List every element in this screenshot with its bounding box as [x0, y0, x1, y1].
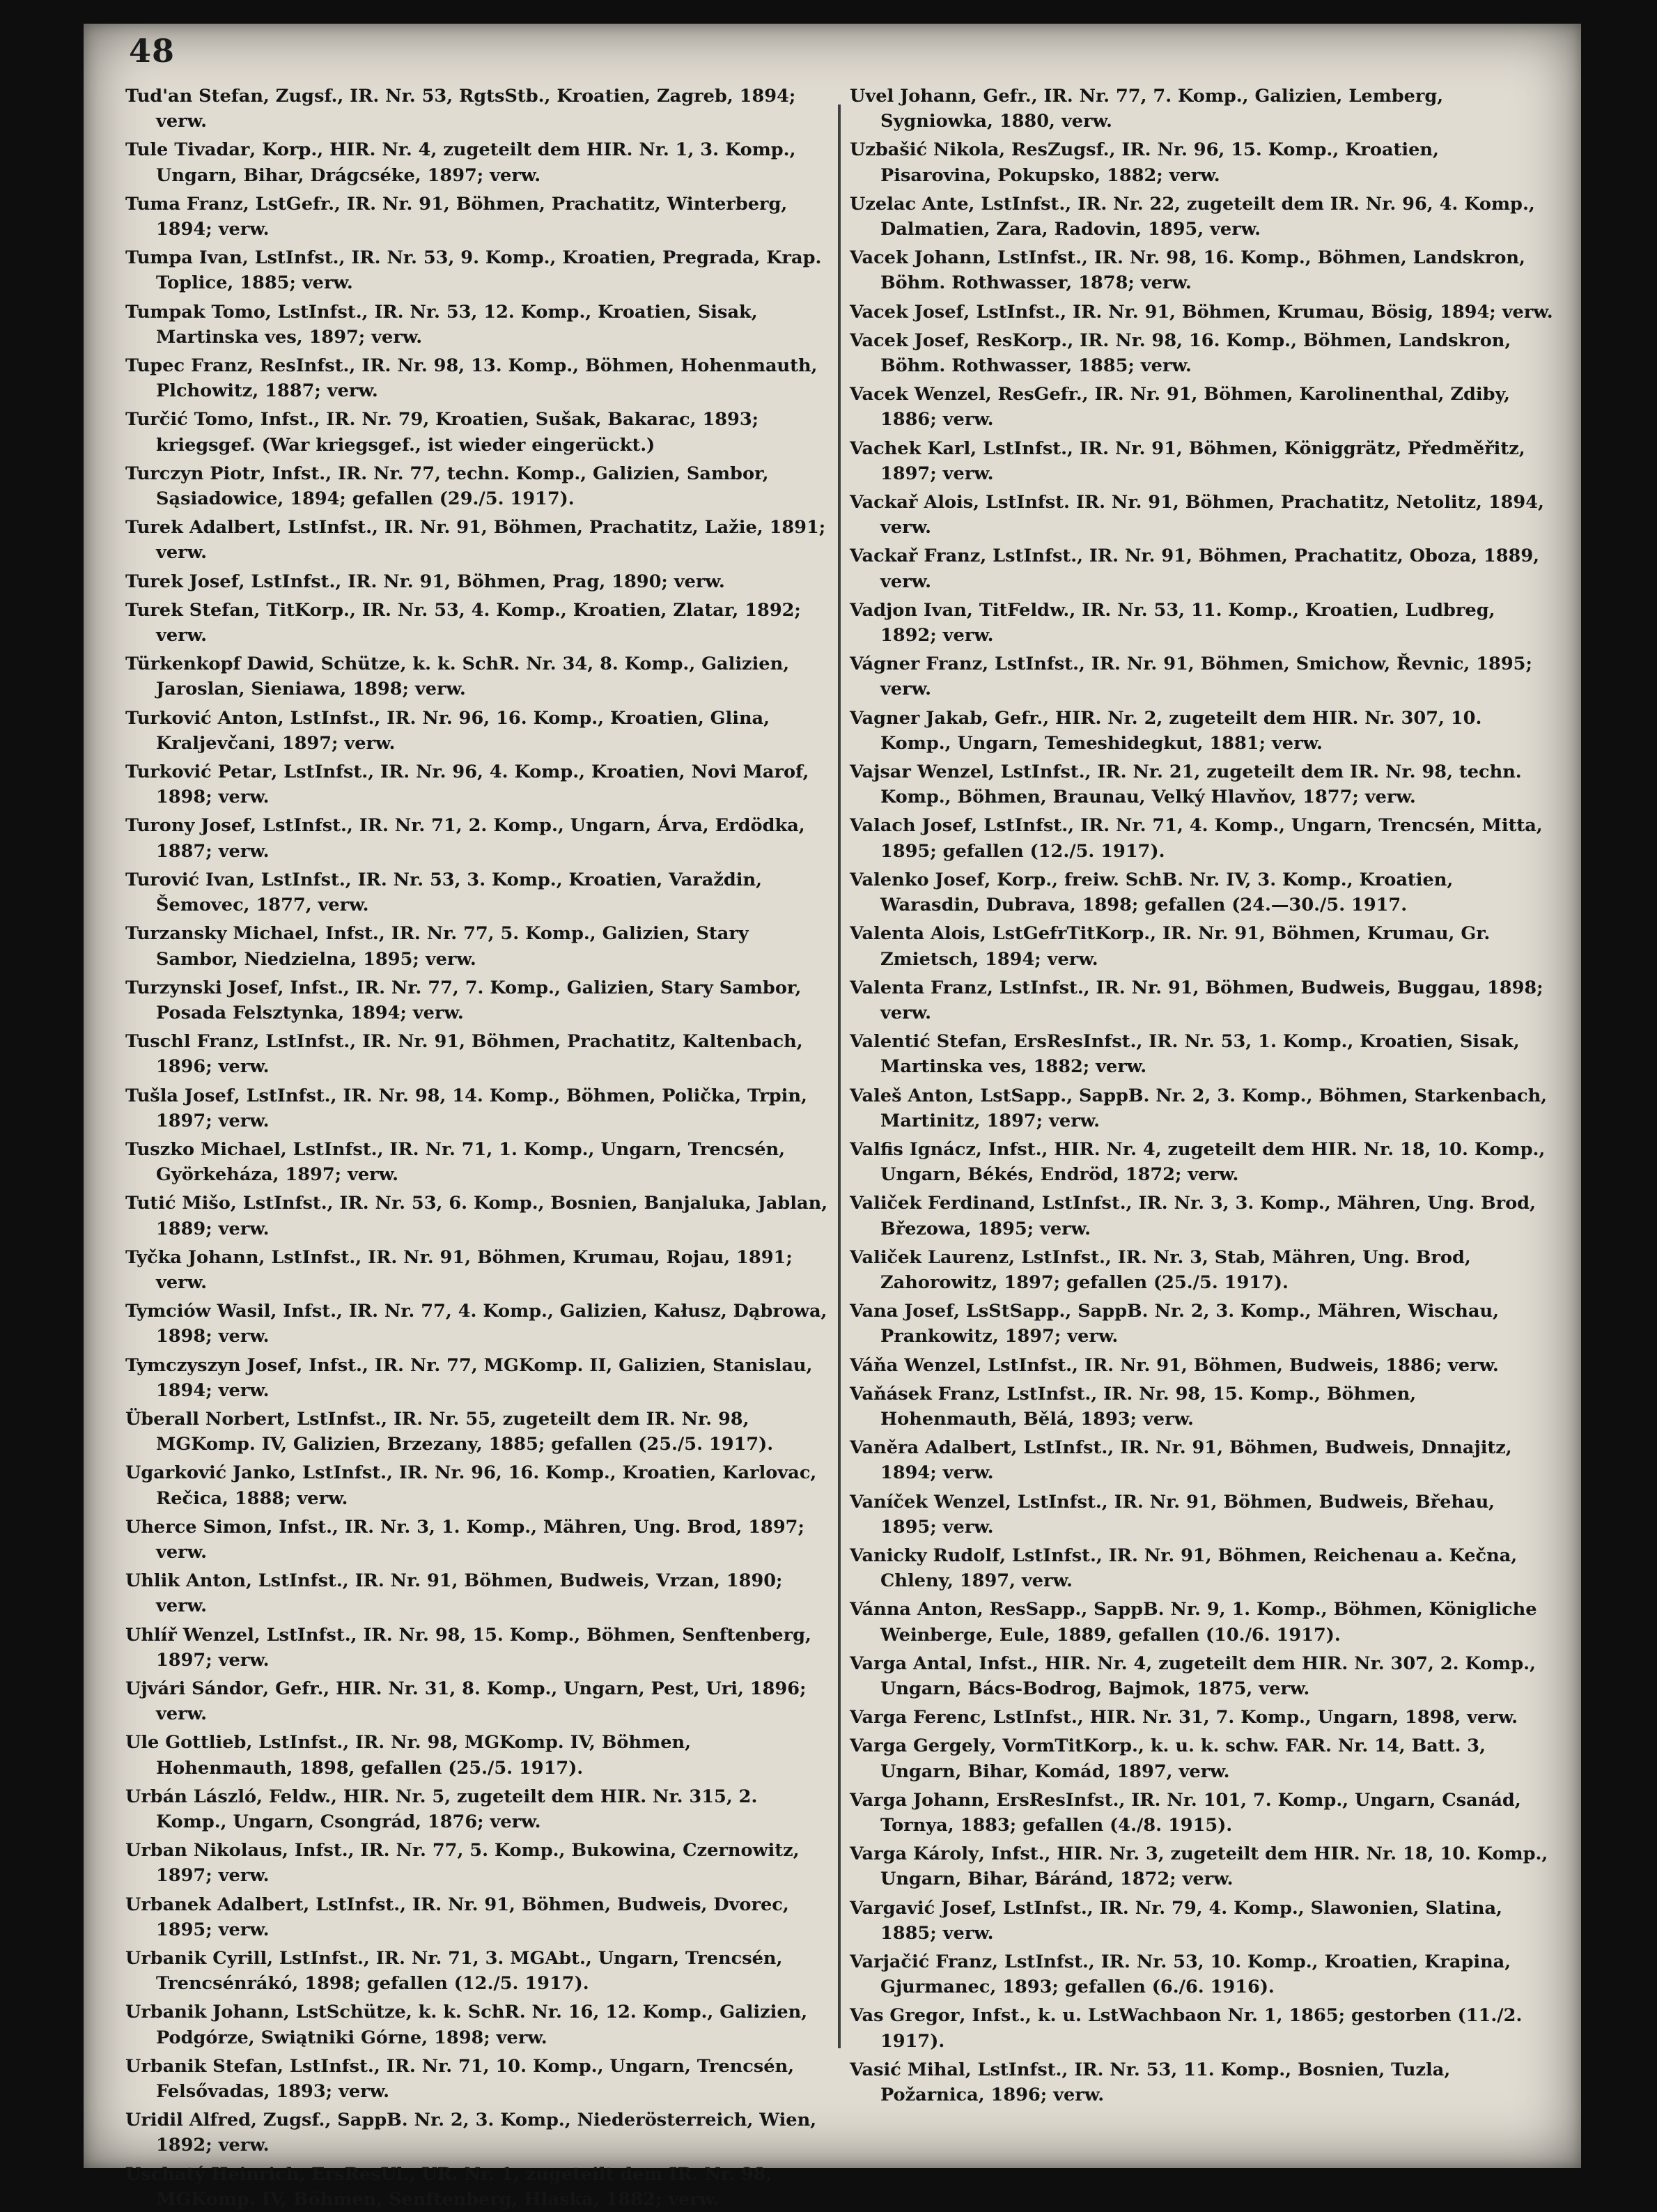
list-entry: [850, 2057, 1553, 2107]
list-entry: [125, 651, 829, 702]
list-entry: [125, 1623, 829, 1673]
entry-name: Turković Petar: [125, 761, 272, 783]
list-entry: [850, 1353, 1553, 1378]
entry-name: Türkenkopf Dawid: [125, 653, 309, 675]
entry-name: Vargavić Josef: [850, 1897, 991, 1919]
entry-details: , Infst., HIR. Nr. 4, zugeteilt dem HIR. Nr. 18, 10. Komp., Ungarn, Békés, Endröd, 1872; verw.: [880, 1138, 1546, 1186]
entry-name: Turek Stefan: [125, 599, 254, 621]
entry-name: Valenko Josef: [850, 869, 985, 890]
list-entry: [125, 1245, 829, 1295]
entry-name: Varjačić Franz: [850, 1951, 993, 1973]
list-entry: [125, 1568, 829, 1618]
entry-name: Turony Josef: [125, 815, 251, 837]
entry-details: , LstInfst., IR. Nr. 91, Böhmen, Budweis, Břehau, 1895; verw.: [880, 1491, 1495, 1538]
list-entry: [850, 300, 1553, 325]
entry-name: Váňa Wenzel: [850, 1354, 976, 1376]
entry-details: , LstInfst., IR. Nr. 98, MGKomp. IV, Böhmen, Hohenmauth, 1898, gefallen (25./5. 1917).: [156, 1732, 691, 1779]
entry-details: , LstInfst., IR. Nr. 53, 3. Komp., Kroatien, Varaždin, Šemovec, 1877, verw.: [156, 869, 762, 916]
list-entry: [850, 1435, 1553, 1485]
entry-name: Vánna Anton: [850, 1599, 977, 1621]
entry-details: , Infst., IR. Nr. 77, 4. Komp., Galizien, Kałusz, Dąbrowa, 1898; verw.: [156, 1301, 827, 1347]
list-entry: [850, 867, 1553, 918]
entry-name: Tule Tivadar: [125, 139, 250, 161]
entry-name: Tyčka Johann: [125, 1246, 259, 1268]
entry-details: , LstInfst., IR. Nr. 91, Böhmen, Prachatitz, Kaltenbach, 1896; verw.: [156, 1031, 803, 1078]
entry-name: Turek Adalbert: [125, 517, 276, 539]
list-entry: [125, 759, 829, 810]
list-entry: [850, 328, 1553, 378]
entry-name: Varga Ferenc: [850, 1707, 981, 1728]
list-entry: [850, 137, 1553, 187]
list-entry: [850, 813, 1553, 863]
list-entry: [850, 975, 1553, 1026]
entry-details: , LstInfst., IR. Nr. 71, 10. Komp., Ungarn, Trencsén, Felsővadas, 1893; verw.: [156, 2055, 795, 2103]
list-entry: [850, 1733, 1553, 1784]
list-entry: [125, 192, 829, 242]
list-entry: [125, 1676, 829, 1726]
entry-details: , LstInfst., IR. Nr. 91, Böhmen, Prag, 1890; verw.: [238, 571, 725, 592]
entry-name: Urbán László: [125, 1786, 257, 1807]
list-entry: [850, 1896, 1553, 1946]
entry-details: , Infst., k. u. LstWachbaon Nr. 1, 1865; gestorben (11./2. 1917).: [880, 2005, 1523, 2052]
entry-details: , LstInfst., HIR. Nr. 31, 7. Komp., Ungarn, 1898, verw.: [980, 1707, 1518, 1728]
entry-details: , LstInfst., IR. Nr. 91, Böhmen, Smichow, Řevnic, 1895; verw.: [880, 653, 1532, 700]
entry-name: Urbanek Adalbert: [125, 1894, 304, 1915]
list-entry: [850, 1191, 1553, 1241]
list-entry: [125, 867, 829, 918]
list-entry: [125, 515, 829, 565]
entry-name: Uhlik Anton: [125, 1570, 246, 1592]
entry-details: , Korp., HIR. Nr. 4, zugeteilt dem HIR. Nr. 1, 3. Komp., Ungarn, Bihar, Drágcséke, 1897; verw.: [156, 139, 796, 186]
entry-details: , ErsResInfst., IR. Nr. 101, 7. Komp., Ungarn, Csanád, Tornya, 1883; gefallen (4./8. 1915).: [880, 1789, 1521, 1836]
entry-name: Vacek Josef: [850, 330, 964, 351]
entry-name: Überall Norbert: [125, 1408, 285, 1430]
entry-details: , Zugsf., SappB. Nr. 2, 3. Komp., Niederösterreich, Wien, 1892; verw.: [156, 2110, 817, 2156]
entry-name: Turzansky Michael: [125, 923, 313, 945]
list-entry: [125, 1029, 829, 1079]
list-entry: [125, 975, 829, 1026]
list-entry: [125, 137, 829, 187]
entry-name: Uzelac Ante: [850, 193, 969, 215]
list-entry: [125, 1730, 829, 1780]
entry-details: , LstInfst., IR. Nr. 91, Böhmen, Krumau, Bösig, 1894; verw.: [963, 301, 1553, 323]
list-entry: [850, 1651, 1553, 1701]
entry-name: Turković Anton: [125, 707, 278, 729]
entry-details: , ErsResInfst., IR. Nr. 53, 1. Komp., Kroatien, Sisak, Martinska ves, 1882; verw.: [880, 1031, 1520, 1078]
entry-name: Vaníček Wenzel: [850, 1491, 1006, 1513]
entry-name: Uherce Simon: [125, 1516, 267, 1538]
list-entry: [125, 1137, 829, 1187]
entry-name: Valentić Stefan: [850, 1031, 1002, 1053]
entry-name: Uschatý Heinrich: [125, 2163, 299, 2185]
entry-details: , TitFeldw., IR. Nr. 53, 11. Komp., Kroatien, Ludbreg, 1892; verw.: [880, 599, 1495, 647]
entry-name: Vackař Alois: [850, 492, 974, 513]
entry-name: Valach Josef: [850, 815, 972, 837]
entry-details: , ResGefr., IR. Nr. 91, Böhmen, Karolinenthal, Zdiby, 1886; verw.: [880, 384, 1510, 431]
entry-name: Urbanik Stefan: [125, 2055, 278, 2077]
entry-name: Ule Gottlieb: [125, 1732, 247, 1754]
entry-name: Uhlíř Wenzel: [125, 1624, 254, 1646]
entry-details: , LstInfst., IR. Nr. 21, zugeteilt dem IR. Nr. 98, techn. Komp., Böhmen, Braunau, Velký Hlavňov, 1877; verw.: [880, 761, 1522, 808]
entry-details: , LstInfst., IR. Nr. 91, Böhmen, Prachatitz, Oboza, 1889, verw.: [880, 546, 1540, 592]
entry-details: , LstInfst., IR. Nr. 91, Böhmen, Reichenau a. Kečna, Chleny, 1897, verw.: [880, 1545, 1518, 1592]
list-entry: [850, 1029, 1553, 1079]
entry-name: Turzynski Josef: [125, 977, 278, 998]
entry-name: Vacek Wenzel: [850, 384, 986, 405]
entry-details: , LstInfst., IR. Nr. 91, Böhmen, Königgrätz, Předměřitz, 1897; verw.: [880, 438, 1525, 484]
entry-name: Turčić Tomo: [125, 409, 248, 431]
left-column: [125, 84, 829, 2210]
entry-name: Urban Nikolaus: [125, 1840, 283, 1862]
entry-name: Vaňásek Franz: [850, 1383, 995, 1405]
list-entry: [125, 1353, 829, 1403]
list-entry: [850, 1705, 1553, 1730]
entry-details: , LstInfst., IR. Nr. 3, 3. Komp., Mähren, Ung. Brod, Březowa, 1895; verw.: [880, 1193, 1536, 1239]
entry-name: Vackař Franz: [850, 546, 981, 567]
entry-details: , Gefr., HIR. Nr. 2, zugeteilt dem HIR. Nr. 307, 10. Komp., Ungarn, Temeshidegkut, 1881; verw.: [880, 707, 1482, 754]
entry-name: Tymczyszyn Josef: [125, 1354, 297, 1376]
list-entry: [850, 543, 1553, 594]
entry-details: , Infst., HIR. Nr. 4, zugeteilt dem HIR. Nr. 307, 2. Komp., Ungarn, Bács-Bodrog, Bajmok, 1875, verw.: [880, 1653, 1536, 1699]
entry-name: Turović Ivan: [125, 869, 249, 890]
entry-details: , LstInfst., IR. Nr. 22, zugeteilt dem IR. Nr. 96, 4. Komp., Dalmatien, Zara, Radovin, 1895, verw.: [880, 193, 1535, 240]
entry-name: Turczyn Piotr: [125, 463, 260, 484]
entry-details: , LstInfst., IR. Nr. 71, 1. Komp., Ungarn, Trencsén, Györkeháza, 1897; verw.: [156, 1138, 786, 1186]
list-entry: [125, 84, 829, 134]
list-entry: [850, 1788, 1553, 1838]
list-entry: [125, 2162, 829, 2212]
entry-details: , Schütze, k. k. SchR. Nr. 34, 8. Komp., Galizien, Jaroslan, Sieniawa, 1898; verw.: [156, 653, 790, 700]
right-column: [850, 84, 1553, 2160]
entry-details: , ResSapp., SappB. Nr. 9, 1. Komp., Böhmen, Königliche Weinberge, Eule, 1889, gefallen (10./6. 1917).: [880, 1599, 1537, 1646]
entry-name: Varga Antal: [850, 1653, 967, 1674]
entry-details: , LstInfst., IR. Nr. 53, 9. Komp., Kroatien, Pregrada, Krap. Toplice, 1885; verw.: [156, 247, 822, 294]
entry-details: , Infst., HIR. Nr. 3, zugeteilt dem HIR. Nr. 18, 10. Komp., Ungarn, Bihar, Báránd, 1872; verw.: [880, 1843, 1548, 1890]
entry-details: , LstInfst., IR. Nr. 98, 15. Komp., Böhmen, Senftenberg, 1897; verw.: [156, 1624, 811, 1671]
entry-details: , LstSchütze, k. k. SchR. Nr. 16, 12. Komp., Galizien, Podgórze, Swiątniki Górne, 1898; verw.: [156, 2002, 808, 2048]
list-entry: [125, 1838, 829, 1888]
entry-name: Urbanik Johann: [125, 2002, 283, 2023]
list-entry: [125, 1946, 829, 1996]
list-entry: [850, 84, 1553, 134]
entry-name: Uvel Johann: [850, 86, 971, 107]
list-entry: [850, 1841, 1553, 1892]
list-entry: [125, 300, 829, 350]
list-entry: [125, 1191, 829, 1241]
entry-details: , VormTitKorp., k. u. k. schw. FAR. Nr. 14, Batt. 3, Ungarn, Bihar, Komád, 1897, verw.: [880, 1735, 1486, 1782]
entry-details: , LstInfst., IR. Nr. 96, 4. Komp., Kroatien, Novi Marof, 1898; verw.: [156, 761, 809, 808]
entry-details: , LstInfst., IR. Nr. 3, Stab, Mähren, Ung. Brod, Zahorowitz, 1897; gefallen (25./5. 1917).: [880, 1246, 1471, 1293]
list-entry: [850, 1083, 1553, 1134]
entry-name: Valiček Ferdinand: [850, 1193, 1029, 1214]
list-entry: [125, 921, 829, 971]
list-entry: [125, 1784, 829, 1834]
list-entry: [850, 759, 1553, 810]
entry-details: , ResZugsf., IR. Nr. 96, 15. Komp., Kroatien, Pisarovina, Pokupsko, 1882; verw.: [880, 139, 1439, 186]
entry-details: , ResInfst., IR. Nr. 98, 13. Komp., Böhmen, Hohenmauth, Plchowitz, 1887; verw.: [156, 355, 818, 402]
entry-details: , LstInfst., IR. Nr. 91, Böhmen, Budweis, 1886; verw.: [975, 1354, 1499, 1376]
entry-name: Vachek Karl: [850, 438, 971, 459]
entry-name: Tumpak Tomo: [125, 301, 265, 323]
list-entry: [125, 1083, 829, 1134]
entry-name: Tud'an Stefan: [125, 86, 263, 107]
list-entry: [850, 1597, 1553, 1647]
entry-name: Tupec Franz: [125, 355, 247, 377]
entry-details: , LstInfst., IR. Nr. 91, Böhmen, Budweis, Vrzan, 1890; verw.: [156, 1570, 783, 1617]
entry-name: Turek Josef: [125, 571, 239, 592]
entry-name: Ugarković Janko: [125, 1462, 290, 1484]
list-entry: [850, 245, 1553, 295]
list-entry: [850, 2003, 1553, 2053]
list-entry: [125, 813, 829, 863]
entry-name: Ujvári Sándor: [125, 1678, 263, 1699]
entry-name: Valeš Anton: [850, 1085, 968, 1106]
entry-details: , Infst., IR. Nr. 77, 5. Komp., Galizien, Stary Sambor, Niedzielna, 1895; verw.: [156, 923, 749, 970]
entry-details: , Infst., IR. Nr. 79, Kroatien, Sušak, Bakarac, 1893; kriegsgef. (War kriegsgef., ist wieder eingerückt.): [156, 409, 759, 456]
entry-details: , LstInfst., IR. Nr. 98, 14. Komp., Böhmen, Polička, Trpin, 1897; verw.: [156, 1085, 807, 1131]
entry-details: , Infst., IR. Nr. 77, 7. Komp., Galizien, Stary Sambor, Posada Felsztynka, 1894; verw.: [156, 977, 802, 1023]
list-entry: [850, 1382, 1553, 1432]
entry-details: , LstGefr., IR. Nr. 91, Böhmen, Prachatitz, Winterberg, 1894; verw.: [156, 193, 788, 240]
entry-details: , LstInfst., IR. Nr. 91, Böhmen, Krumau, Rojau, 1891; verw.: [156, 1246, 793, 1293]
entry-details: , Infst., IR. Nr. 3, 1. Komp., Mähren, Ung. Brod, 1897; verw.: [156, 1516, 804, 1563]
list-entry: [850, 921, 1553, 971]
entry-name: Varga Károly: [850, 1843, 979, 1865]
entry-name: Tuschl Franz: [125, 1031, 254, 1053]
entry-details: , LstInfst., IR. Nr. 55, zugeteilt dem IR. Nr. 98, MGKomp. IV, Galizien, Brzezany, 1885; gefallen (25./5. 1917).: [156, 1408, 774, 1455]
entry-name: Tymciów Wasil: [125, 1301, 271, 1322]
entry-name: Varga Gergely: [850, 1735, 990, 1757]
list-entry: [125, 1407, 829, 1457]
entry-details: , LstInfst., IR. Nr. 53, 10. Komp., Kroatien, Krapina, Gjurmanec, 1893; gefallen (6./6. 1916).: [880, 1951, 1511, 1998]
list-entry: [125, 407, 829, 457]
list-entry: [125, 706, 829, 756]
column-divider: [838, 105, 841, 2048]
list-entry: [125, 1515, 829, 1565]
list-entry: [125, 353, 829, 403]
entry-details: , TitKorp., IR. Nr. 53, 4. Komp., Kroatien, Zlatar, 1892; verw.: [156, 599, 801, 647]
entry-name: Tušla Josef: [125, 1085, 234, 1106]
entry-name: Vasić Mihal: [850, 2059, 965, 2080]
entry-details: , LstGefrTitKorp., IR. Nr. 91, Böhmen, Krumau, Gr. Zmietsch, 1894; verw.: [880, 923, 1491, 970]
entry-name: Tuszko Michael: [125, 1138, 281, 1160]
page-number: 48: [129, 32, 176, 70]
list-entry: [850, 651, 1553, 702]
list-entry: [850, 1299, 1553, 1349]
entry-details: , LstInfst., IR. Nr. 53, 11. Komp., Bosnien, Tuzla, Požarnica, 1896; verw.: [880, 2059, 1451, 2106]
entry-name: Vana Josef: [850, 1301, 954, 1322]
entry-details: , LstInfst., IR. Nr. 98, 16. Komp., Böhmen, Landskron, Böhm. Rothwasser, 1878; verw.: [880, 247, 1525, 294]
list-entry: [850, 1245, 1553, 1295]
entry-details: , LstInfst. IR. Nr. 91, Böhmen, Prachatitz, Netolitz, 1894, verw.: [880, 492, 1544, 539]
entry-name: Vadjon Ivan: [850, 599, 967, 621]
entry-details: , LstInfst., IR. Nr. 98, 15. Komp., Böhmen, Hohenmauth, Bělá, 1893; verw.: [880, 1383, 1417, 1430]
list-entry: [850, 1543, 1553, 1593]
entry-details: , LstInfst., IR. Nr. 71, 3. MGAbt., Ungarn, Trencsén, Trencsénrákó, 1898; gefallen (12./5. 1917).: [156, 1948, 783, 1995]
entry-details: , Gefr., IR. Nr. 77, 7. Komp., Galizien, Lemberg, Sygniowka, 1880, verw.: [880, 86, 1444, 132]
entry-details: , LstSapp., SappB. Nr. 2, 3. Komp., Böhmen, Starkenbach, Martinitz, 1897; verw.: [880, 1085, 1548, 1131]
entry-details: , Zugsf., IR. Nr. 53, RgtsStb., Kroatien, Zagreb, 1894; verw.: [156, 86, 796, 132]
entry-name: Urbanik Cyrill: [125, 1948, 267, 1970]
list-entry: [125, 461, 829, 511]
list-entry: [850, 192, 1553, 242]
entry-details: , LstInfst., IR. Nr. 91, Böhmen, Budweis, Buggau, 1898; verw.: [880, 977, 1543, 1023]
entry-details: , LstInfst., IR. Nr. 91, Böhmen, Prachatitz, Lažie, 1891; verw.: [156, 517, 826, 564]
list-entry: [125, 2107, 829, 2158]
entry-name: Uzbašić Nikola: [850, 139, 999, 161]
entry-name: Vaněra Adalbert: [850, 1437, 1011, 1459]
entry-details: , LstInfst., IR. Nr. 79, 4. Komp., Slawonien, Slatina, 1885; verw.: [880, 1897, 1502, 1944]
entry-details: , Feldw., HIR. Nr. 5, zugeteilt dem HIR. Nr. 315, 2. Komp., Ungarn, Csongrád, 1876; verw.: [156, 1786, 758, 1832]
list-entry: [125, 245, 829, 295]
entry-name: Valenta Franz: [850, 977, 987, 998]
entry-name: Vas Gregor: [850, 2005, 960, 2027]
entry-name: Uridil Alfred: [125, 2110, 251, 2131]
entry-details: , ResKorp., IR. Nr. 98, 16. Komp., Böhmen, Landskron, Böhm. Rothwasser, 1885; verw.: [880, 330, 1511, 377]
entry-name: Tutić Mišo: [125, 1193, 231, 1214]
list-entry: [125, 2000, 829, 2050]
entry-name: Tumpa Ivan: [125, 247, 242, 269]
entry-details: , LstInfst., IR. Nr. 71, 2. Komp., Ungarn, Árva, Erdödka, 1887; verw.: [156, 815, 805, 862]
entry-details: , Infst., IR. Nr. 77, 5. Komp., Bukowina, Czernowitz, 1897; verw.: [156, 1840, 800, 1887]
list-entry: [850, 1490, 1553, 1540]
list-entry: [850, 706, 1553, 756]
list-entry: [850, 598, 1553, 648]
entry-details: , Infst., IR. Nr. 77, techn. Komp., Galizien, Sambor, Sąsiadowice, 1894; gefallen (29./5. 1917).: [156, 463, 769, 510]
entry-details: , LstInfst., IR. Nr. 96, 16. Komp., Kroatien, Glina, Kraljevčani, 1897; verw.: [156, 707, 770, 754]
list-entry: [125, 2054, 829, 2104]
entry-name: Valiček Laurenz: [850, 1246, 1009, 1268]
list-entry: [125, 598, 829, 648]
list-entry: [125, 569, 829, 594]
list-entry: [850, 1137, 1553, 1187]
entry-details: , Korp., freiw. SchB. Nr. IV, 3. Komp., Kroatien, Warasdin, Dubrava, 1898; gefallen (24.—30./5. 1917.: [880, 869, 1454, 916]
entry-name: Valfis Ignácz: [850, 1138, 976, 1160]
entry-details: , LstInfst., IR. Nr. 91, Böhmen, Budweis, Dnnajitz, 1894; verw.: [880, 1437, 1512, 1484]
list-entry: [125, 1892, 829, 1942]
entry-details: , ErsResUl., UR. Nr. 1, zugeteilt dem IR. Nr. 98, MGKomp. IV, Böhmen, Senftenberg, Hlaska, 1882; verw.: [156, 2163, 772, 2210]
entry-name: Vágner Franz: [850, 653, 983, 675]
list-entry: [850, 1949, 1553, 2000]
entry-name: Vacek Johann: [850, 247, 986, 269]
entry-details: , LstInfst., IR. Nr. 96, 16. Komp., Kroatien, Karlovac, Rečica, 1888; verw.: [156, 1462, 817, 1509]
entry-name: Vagner Jakab: [850, 707, 983, 729]
entry-details: , LstInfst., IR. Nr. 91, Böhmen, Budweis, Dvorec, 1895; verw.: [156, 1894, 789, 1940]
list-entry: [125, 1299, 829, 1349]
entry-details: , Infst., IR. Nr. 77, MGKomp. II, Galizien, Stanislau, 1894; verw.: [156, 1354, 813, 1401]
list-entry: [850, 436, 1553, 486]
entry-name: Vanicky Rudolf: [850, 1545, 1000, 1566]
entry-name: Valenta Alois: [850, 923, 980, 945]
entry-name: Vajsar Wenzel: [850, 761, 988, 783]
list-entry: [125, 1460, 829, 1510]
entry-details: , Gefr., HIR. Nr. 31, 8. Komp., Ungarn, Pest, Uri, 1896; verw.: [156, 1678, 807, 1725]
list-entry: [850, 490, 1553, 540]
entry-name: Varga Johann: [850, 1789, 984, 1811]
entry-name: Vacek Josef: [850, 301, 964, 323]
entry-details: , LstInfst., IR. Nr. 71, 4. Komp., Ungarn, Trencsén, Mitta, 1895; gefallen (12./5. 1917).: [880, 815, 1543, 862]
entry-details: , LstInfst., IR. Nr. 53, 12. Komp., Kroatien, Sisak, Martinska ves, 1897; verw.: [156, 301, 758, 348]
entry-name: Tuma Franz: [125, 193, 243, 215]
list-entry: [850, 382, 1553, 432]
entry-details: , LsStSapp., SappB. Nr. 2, 3. Komp., Mähren, Wischau, Prankowitz, 1897; verw.: [880, 1301, 1500, 1347]
entry-details: , LstInfst., IR. Nr. 53, 6. Komp., Bosnien, Banjaluka, Jablan, 1889; verw.: [156, 1193, 828, 1239]
